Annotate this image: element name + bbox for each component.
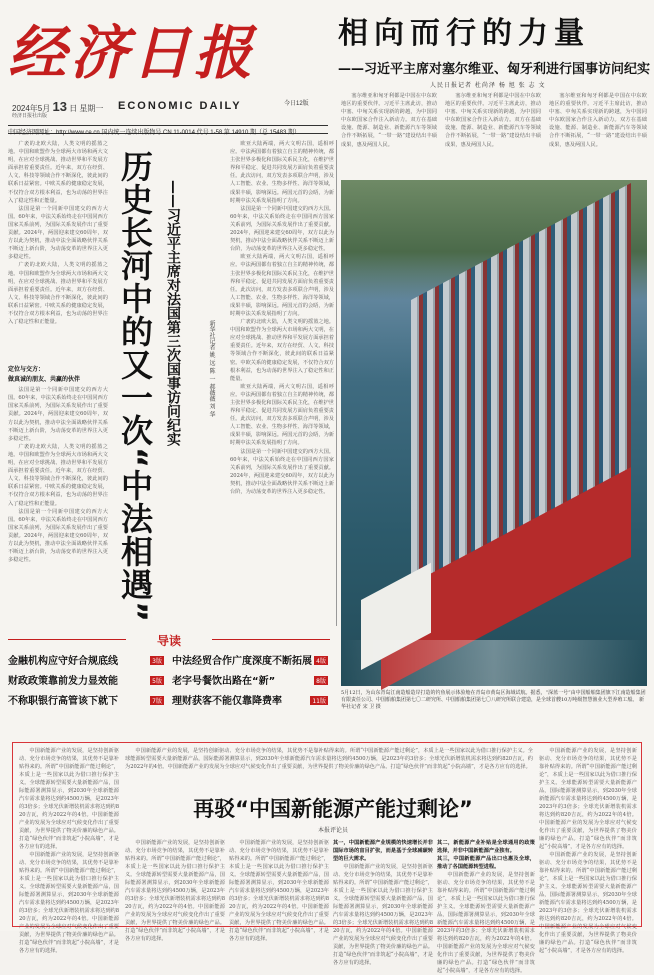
news-photo-ship[interactable] [341, 180, 647, 686]
photo-wake [341, 640, 647, 690]
guide-item[interactable]: 老字号餐饮出路在“新” 8版 [172, 676, 326, 687]
commentary-byline: 本报评论员 [317, 827, 348, 834]
guide-title: 导读 [8, 632, 330, 646]
commentary-title[interactable]: 再驳“中国新能源产能过剩论” [193, 797, 473, 821]
commentary-point-1: 其一，中国新能源产业规模的快速增长并非国际市场的盲目扩张，而是基于全球减碳转型的巨大需求。 [333, 840, 433, 862]
registration-line: 中国经济网网址：http://www.ce.cn 国内统一连续出版物号 CN 11-0014 代号 1-58 第 14910 期（总 15483 期） [8, 125, 328, 134]
issue-date: 2024年5月 13 日 星期一 [12, 99, 104, 114]
lead-story-title[interactable]: 历史长河中的又一次“中法相遇” [116, 150, 154, 624]
lead-section-heading: 做真诚的朋友、共赢的伙伴 [8, 376, 81, 384]
lead-story-column-1: 广袤的北欧大陆，人类文明的摇篮之地。中国和欧盟作为全球两大市场和两大文明，在应对全球挑战、推动世界和平发展方面承担着重要责任。近年来，双方在经贸、人文、科技等领域合作不断深化，彼此间的联系日益紧密。中欧关系的健康稳定发展，不仅符合双方根本利益，也为动荡的世界注入了稳定性和正能量。 法国是第一个同新中国建交的西方大国。60年来，中法关系始终走在中国同西方国家关系前列，为国际关系发展作出了重要贡献。2024年，两国迎来建交60周年，双方以此为契机，推动中法全面战略伙伴关系不断迈上新台阶，为动荡变革的世界注入更多稳定性。 广袤的北欧大陆，人类文明的摇篮之地。中国和欧盟作为全球两大市场和两大文明，在应对全球挑战、推动世界和平发展方面承担着重要责任。近年来，双方在经贸、人文、科技等领域合作不断深化，彼此间的联系日益紧密。中欧关系的健康稳定发展，不仅符合双方根本利益，也为动荡的世界注入了稳定性和正能量。 [8, 141, 108, 326]
commentary-point-3: 其三，中国新能源产品出口也惠及全球，推动了各国能源转型进程。 [437, 856, 535, 870]
top-story-byline: 人民日报记者 杜尚泽 杨 旭 张 志 文 [430, 82, 546, 89]
commentary-column-4: 其一，中国新能源产业规模的快速增长并非国际市场的盲目扩张，而是基于全球减碳转型的巨大需求。 中国新能源产业的发展，是坚持创新驱动、充分市场竞争的结果，其优势不是靠补贴得来的。所谓“中国新能源产能过剩论”，本质上是一些国家以此为借口推行保护主义。全球能源转型需要大量新能源产品，国际能源署测算显示，到2030年全球新能源汽车需求量将达到约4500万辆，是2023年的3倍多；全球光伏新增装机需求将达到约820吉瓦，约为2022年的4倍。中国新能源产业的发展为全球应对气候变化作出了重要贡献，为世界提供了物美价廉的绿色产品。打造“绿色伙伴”而非筑起“小院高墙”，才是各方应有的选择。 [333, 840, 433, 966]
lead-story-column-2: 定位与交方： 做真诚的朋友、共赢的伙伴 法国是第一个同新中国建交的西方大国。60年来，中法关系始终走在中国同西方国家关系前列，为国际关系发展作出了重要贡献。2024年，两国迎来建交60周年，双方以此为契机，推动中法全面战略伙伴关系不断迈上新台阶，为动荡变革的世界注入更多稳定性。 广袤的北欧大陆，人类文明的摇篮之地。中国和欧盟作为全球两大市场和两大文明，在应对全球挑战、推动世界和平发展方面承担着重要责任。近年来，双方在经贸、人文、科技等领域合作不断深化，彼此间的联系日益紧密。中欧关系的健康稳定发展，不仅符合双方根本利益，也为动荡的世界注入了稳定性和正能量。 法国是第一个同新中国建交的西方大国。60年来，中法关系始终走在中国同西方国家关系前列，为国际关系发展作出了重要贡献。2024年，两国迎来建交60周年，双方以此为契机，推动中法全面战略伙伴关系不断迈上新台阶，为动荡变革的世界注入更多稳定性。 [8, 366, 108, 564]
guide-item[interactable]: 金融机构应守好合规底线 3版 [8, 656, 162, 667]
guide-item[interactable]: 理财获客不能仅靠降费率 11版 [172, 696, 326, 707]
guide-item[interactable]: 财政政策靠前发力显效能 5版 [8, 676, 162, 687]
commentary-box [12, 742, 642, 974]
guide-list [8, 650, 330, 734]
top-story-headline[interactable] [338, 8, 651, 77]
lead-section-label: 定位与交方： [8, 366, 45, 373]
lead-story-column-3: 欧亚大陆两端，两大文明古国，遥相呼应。中法两国都有着独立自主的精神传统，都主张世界多极化和国际关系民主化，在维护世界和平稳定、促进共同发展方面肩负着重要责任。此次访问，双方发表多项联合声明，涉及人工智能、农业、生物多样性、海洋等领域，成果丰硕，影响深远。两国元首的会晤，为新时期中法关系发展指明了方向。 法国是第一个同新中国建交的西方大国。60年来，中法关系始终走在中国同西方国家关系前列，为国际关系发展作出了重要贡献。2024年，两国迎来建交60周年，双方以此为契机，推动中法全面战略伙伴关系不断迈上新台阶，为动荡变革的世界注入更多稳定性。 欧亚大陆两端，两大文明古国，遥相呼应。中法两国都有着独立自主的精神传统，都主张世界多极化和国际关系民主化，在维护世界和平稳定、促进共同发展方面肩负着重要责任。此次访问，双方发表多项联合声明，涉及人工智能、农业、生物多样性、海洋等领域，成果丰硕，影响深远。两国元首的会晤，为新时期中法关系发展指明了方向。 广袤的北欧大陆，人类文明的摇篮之地。中国和欧盟作为全球两大市场和两大文明，在应对全球挑战、推动世界和平发展方面承担着重要责任。近年来，双方在经贸、人文、科技等领域合作不断深化，彼此间的联系日益紧密。中欧关系的健康稳定发展，不仅符合双方根本利益，也为动荡的世界注入了稳定性和正能量。 欧亚大陆两端，两大文明古国，遥相呼应。中法两国都有着独立自主的精神传统，都主张世界多极化和国际关系民主化，在维护世界和平稳定、促进共同发展方面肩负着重要责任。此次访问，双方发表多项联合声明，涉及人工智能、农业、生物多样性、海洋等领域，成果丰硕，影响深远。两国元首的会晤，为新时期中法关系发展指明了方向。 法国是第一个同新中国建交的西方大国。60年来，中法关系始终走在中国同西方国家关系前列，为国际关系发展作出了重要贡献。2024年，两国迎来建交60周年，双方以此为契机，推动中法全面战略伙伴关系不断迈上新台阶，为动荡变革的世界注入更多稳定性。 [230, 141, 334, 496]
top-story-column-2: 塞尔维亚和匈牙利都是中国在中东欧地区的重要伙伴。习近平主席此访，推动中塞、中匈关系实现新的跨越，为中国同中东欧国家合作注入新动力。双方在基础设施、能源、制造业、新能源汽车等领域合作不断拓展，“一带一路”建设结出丰硕成果，惠及两国人民。 [445, 93, 541, 148]
lead-story-subtitle: ——习近平主席对法国第三次国事访问纪实 [165, 180, 181, 446]
masthead [8, 4, 328, 119]
commentary-point-2: 其二，新能源产业补贴是全球通用的政策选择，并非中国新能源产业独有。 [437, 840, 535, 854]
commentary-column-3: 中国新能源产业的发展，是坚持创新驱动、充分市场竞争的结果，其优势不是靠补贴得来的。所谓“中国新能源产能过剩论”，本质上是一些国家以此为借口推行保护主义。全球能源转型需要大量新能源产品，国际能源署测算显示，到2030年全球新能源汽车需求量将达到约4500万辆，是2023年的3倍多；全球光伏新增装机需求将达到约820吉瓦，约为2022年的4倍。中国新能源产业的发展为全球应对气候变化作出了重要贡献，为世界提供了物美价廉的绿色产品。打造“绿色伙伴”而非筑起“小院高墙”，才是各方应有的选择。 [229, 840, 329, 942]
brand-english: ECONOMIC DAILY [118, 100, 242, 112]
commentary-column-top: 中国新能源产业的发展，是坚持创新驱动、充分市场竞争的结果，其优势不是靠补贴得来的。所谓“中国新能源产能过剩论”，本质上是一些国家以此为借口推行保护主义。全球能源转型需要大量新能源产品，国际能源署测算显示，到2030年全球新能源汽车需求量将达到约4500万辆，是2023年的3倍多；全球光伏新增装机需求将达到约820吉瓦，约为2022年的4倍。中国新能源产业的发展为全球应对气候变化作出了重要贡献，为世界提供了物美价廉的绿色产品。打造“绿色伙伴”而非筑起“小院高墙”，才是各方应有的选择。 [125, 748, 533, 770]
photo-caption: 5月12日，为山东青岛江南造船造岸打造的钓鱼展示体验舱在青岛市黄岛区海域试航。据悉，“深蓝一号”由中国船舶集团旗下江南造船集团有限责任公司、中国船舶集团第七〇二研究所、中国船舶集团第七〇八研究所联合建造，是全球首艘10万吨级智慧渔业大型养殖工船。 新华社记者 宋 卫 摄 [341, 690, 646, 710]
guide-item[interactable]: 中法经贸合作广度深度不断拓展 4版 [172, 656, 326, 667]
commentary-column-5: 其二，新能源产业补贴是全球通用的政策选择，并非中国新能源产业独有。 其三，中国新能源产品出口也惠及全球，推动了各国能源转型进程。 中国新能源产业的发展，是坚持创新驱动、充分市场竞争的结果，其优势不是靠补贴得来的。所谓“中国新能源产能过剩论”，本质上是一些国家以此为借口推行保护主义。全球能源转型需要大量新能源产品，国际能源署测算显示，到2030年全球新能源汽车需求量将达到约4500万辆，是2023年的3倍多；全球光伏新增装机需求将达到约820吉瓦，约为2022年的4倍。中国新能源产业的发展为全球应对气候变化作出了重要贡献，为世界提供了物美价廉的绿色产品。打造“绿色伙伴”而非筑起“小院高墙”，才是各方应有的选择。 [437, 840, 535, 974]
lead-story-byline: 新华社记者 姚 远 陈 一 郝薇薇 刘 华 [208, 320, 215, 418]
today-pages: 今日12版 [284, 101, 309, 107]
column-divider [336, 140, 337, 626]
top-story-column-1: 塞尔维亚和匈牙利都是中国在中东欧地区的重要伙伴。习近平主席此访，推动中塞、中匈关系实现新的跨越，为中国同中东欧国家合作注入新动力。双方在基础设施、能源、制造业、新能源汽车等领域合作不断拓展，“一带一路”建设结出丰硕成果，惠及两国人民。 [341, 93, 437, 148]
publisher-note: 经济日报社出版 [12, 113, 48, 119]
commentary-column-6: 中国新能源产业的发展，是坚持创新驱动、充分市场竞争的结果，其优势不是靠补贴得来的。所谓“中国新能源产能过剩论”，本质上是一些国家以此为借口推行保护主义。全球能源转型需要大量新能源产品，国际能源署测算显示，到2030年全球新能源汽车需求量将达到约4500万辆，是2023年的3倍多；全球光伏新增装机需求将达到约820吉瓦，约为2022年的4倍。中国新能源产业的发展为全球应对气候变化作出了重要贡献，为世界提供了物美价廉的绿色产品。打造“绿色伙伴”而非筑起“小院高墙”，才是各方应有的选择。 中国新能源产业的发展，是坚持创新驱动、充分市场竞争的结果，其优势不是靠补贴得来的。所谓“中国新能源产能过剩论”，本质上是一些国家以此为借口推行保护主义。全球能源转型需要大量新能源产品，国际能源署测算显示，到2030年全球新能源汽车需求量将达到约4500万辆，是2023年的3倍多；全球光伏新增装机需求将达到约820吉瓦，约为2022年的4倍。中国新能源产业的发展为全球应对气候变化作出了重要贡献，为世界提供了物美价廉的绿色产品。打造“绿色伙伴”而非筑起“小院高墙”，才是各方应有的选择。 [539, 748, 637, 954]
top-story-title[interactable]: 相向而行的力量 [338, 16, 590, 51]
commentary-column-2: 中国新能源产业的发展，是坚持创新驱动、充分市场竞争的结果，其优势不是靠补贴得来的。所谓“中国新能源产能过剩论”，本质上是一些国家以此为借口推行保护主义。全球能源转型需要大量新能源产品，国际能源署测算显示，到2030年全球新能源汽车需求量将达到约4500万辆，是2023年的3倍多；全球光伏新增装机需求将达到约820吉瓦，约为2022年的4倍。中国新能源产业的发展为全球应对气候变化作出了重要贡献，为世界提供了物美价廉的绿色产品。打造“绿色伙伴”而非筑起“小院高墙”，才是各方应有的选择。 [125, 840, 225, 942]
top-story-subtitle: ——习近平主席对塞尔维亚、匈牙利进行国事访问纪实 [338, 62, 651, 77]
newspaper-logo[interactable]: 经济日报 [8, 19, 257, 87]
top-story-column-3: 塞尔维亚和匈牙利都是中国在中东欧地区的重要伙伴。习近平主席此访，推动中塞、中匈关系实现新的跨越，为中国同中东欧国家合作注入新动力。双方在基础设施、能源、制造业、新能源汽车等领域合作不断拓展，“一带一路”建设结出丰硕成果，惠及两国人民。 [549, 93, 647, 148]
commentary-column-1: 中国新能源产业的发展，是坚持创新驱动、充分市场竞争的结果，其优势不是靠补贴得来的。所谓“中国新能源产能过剩论”，本质上是一些国家以此为借口推行保护主义。全球能源转型需要大量新能源产品，国际能源署测算显示，到2030年全球新能源汽车需求量将达到约4500万辆，是2023年的3倍多；全球光伏新增装机需求将达到约820吉瓦，约为2022年的4倍。中国新能源产业的发展为全球应对气候变化作出了重要贡献，为世界提供了物美价廉的绿色产品。打造“绿色伙伴”而非筑起“小院高墙”，才是各方应有的选择。 中国新能源产业的发展，是坚持创新驱动、充分市场竞争的结果，其优势不是靠补贴得来的。所谓“中国新能源产能过剩论”，本质上是一些国家以此为借口推行保护主义。全球能源转型需要大量新能源产品，国际能源署测算显示，到2030年全球新能源汽车需求量将达到约4500万辆，是2023年的3倍多；全球光伏新增装机需求将达到约820吉瓦，约为2022年的4倍。中国新能源产业的发展为全球应对气候变化作出了重要贡献，为世界提供了物美价廉的绿色产品。打造“绿色伙伴”而非筑起“小院高墙”，才是各方应有的选择。 [19, 748, 119, 954]
guide-item[interactable]: 不称职银行高管该下就下 7版 [8, 696, 162, 707]
